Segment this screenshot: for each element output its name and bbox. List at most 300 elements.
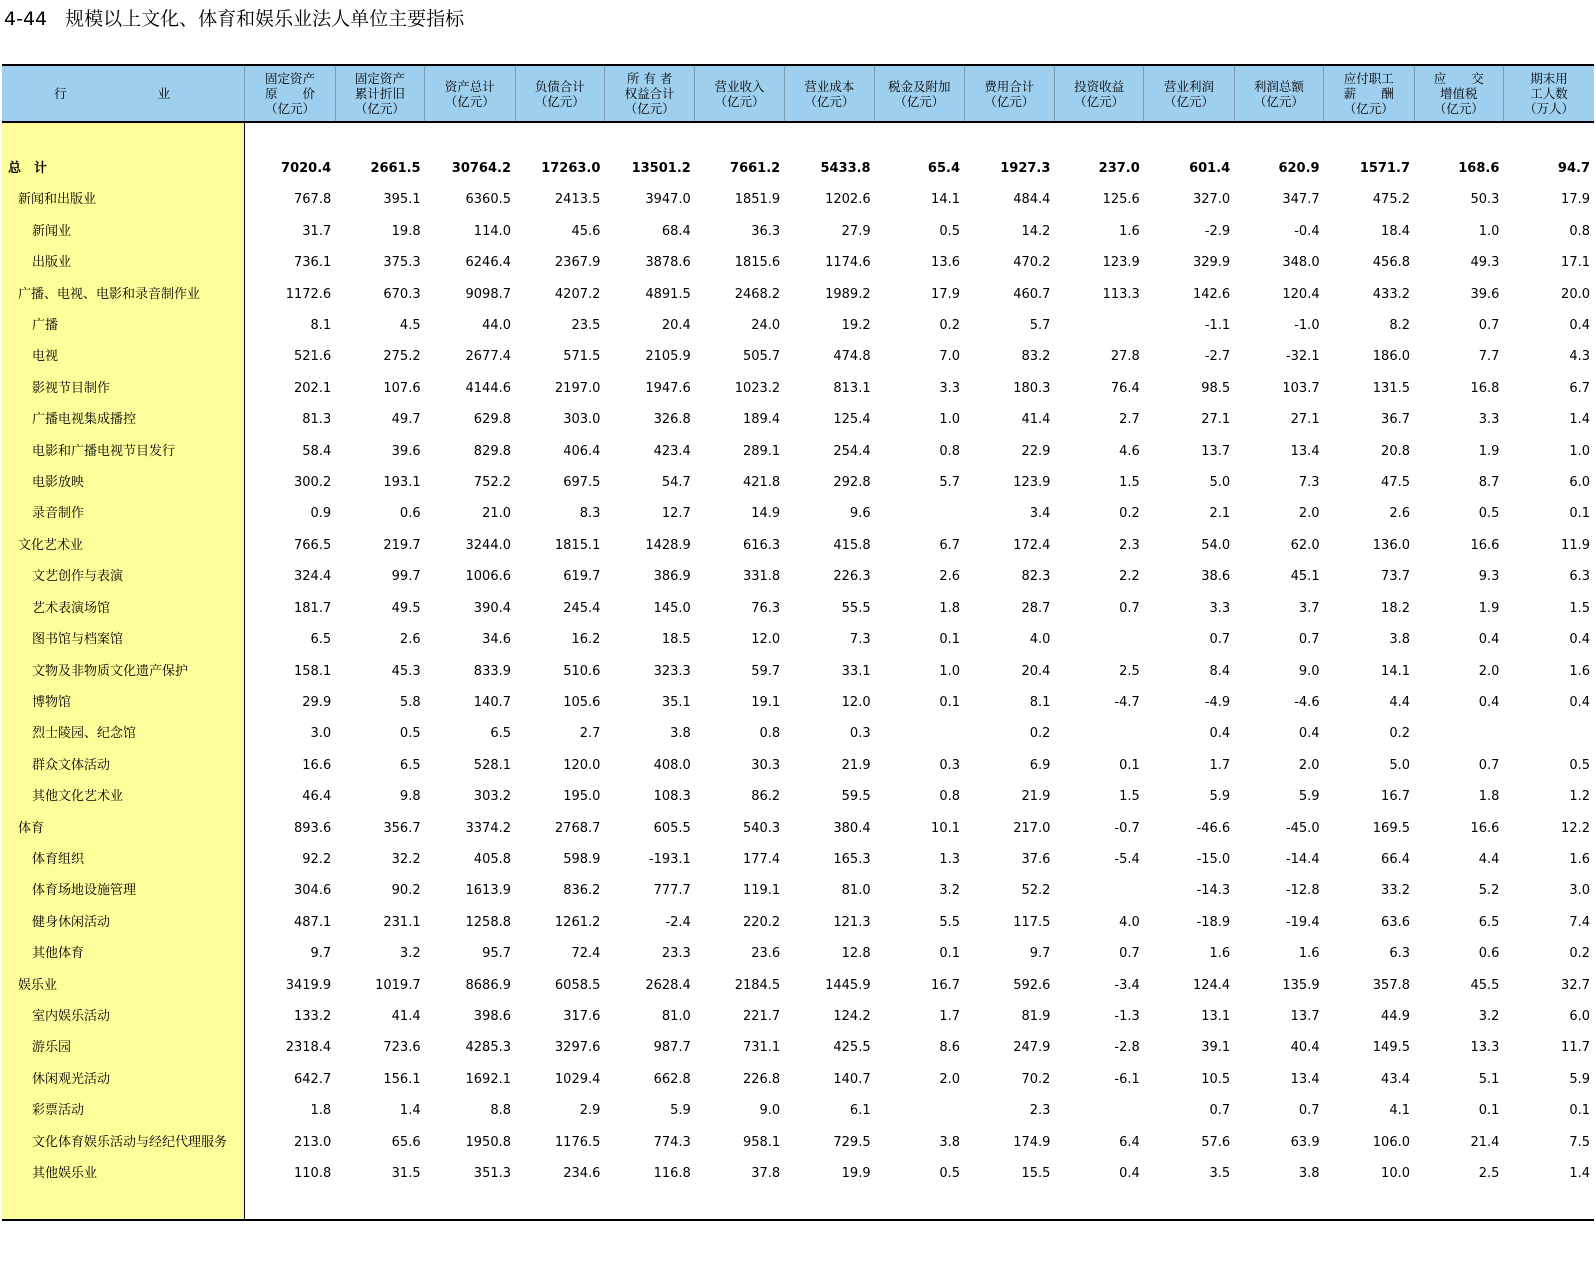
table-cell: 487.1 <box>294 914 332 930</box>
table-row <box>2 1158 1594 1189</box>
table-cell: 16.7 <box>1381 789 1410 805</box>
row-label: 休闲观光活动 <box>2 1064 245 1095</box>
table-cell: 1.4 <box>1569 1166 1590 1181</box>
table-cell: 0.4 <box>1478 694 1500 710</box>
table-cell: 3947.0 <box>645 192 691 208</box>
table-cell: 731.1 <box>742 1040 781 1056</box>
table-cell: 7.4 <box>1569 914 1590 930</box>
table-cell: 65.4 <box>927 161 960 176</box>
table-cell: 1950.8 <box>465 1134 512 1150</box>
table-cell: 1176.5 <box>554 1134 601 1150</box>
table-cell: 0.1 <box>1569 1103 1590 1119</box>
table-cell: 1172.6 <box>285 286 332 302</box>
table-cell: 45.3 <box>391 663 421 679</box>
table-cell: 408.0 <box>653 757 691 773</box>
table-cell: 2184.5 <box>734 977 781 993</box>
table-cell: -2.4 <box>665 914 691 930</box>
table-cell: 11.7 <box>1561 1040 1590 1056</box>
table-cell: 2661.5 <box>370 161 421 176</box>
table-cell: 0.4 <box>1478 632 1500 648</box>
table-row <box>2 216 1594 247</box>
table-cell: 3297.6 <box>554 1040 601 1056</box>
row-label: 其他体育 <box>2 938 245 969</box>
table-cell: 605.5 <box>653 820 691 836</box>
table-cell: 33.1 <box>841 663 871 679</box>
table-cell: 1571.7 <box>1359 161 1410 176</box>
table-cell: 7.7 <box>1478 349 1500 365</box>
table-cell <box>875 1095 964 1126</box>
table-cell: 12.0 <box>751 632 781 648</box>
table-row <box>2 184 1594 215</box>
table-cell: 32.7 <box>1561 977 1590 993</box>
table-cell: 767.8 <box>294 192 332 208</box>
table-cell: 6.5 <box>490 726 512 742</box>
table-cell: 6.5 <box>310 632 332 648</box>
table-cell: 0.1 <box>939 632 960 648</box>
table-cell: 27.1 <box>1201 412 1231 428</box>
row-label: 总 计 <box>2 153 245 184</box>
table-cell <box>1414 718 1503 749</box>
table-cell: 2.0 <box>1298 757 1320 773</box>
table-cell: 124.4 <box>1192 977 1231 993</box>
table-cell: 34.6 <box>482 632 512 648</box>
table-cell: 2677.4 <box>465 349 512 365</box>
table-cell: 1.6 <box>1569 851 1590 867</box>
table-cell: 39.6 <box>1470 286 1500 302</box>
table-cell: -0.4 <box>1294 223 1320 239</box>
table-cell: 1.5 <box>1119 475 1140 491</box>
table-cell: 8.1 <box>1029 694 1051 710</box>
total-row <box>2 153 1594 184</box>
table-cell: 0.7 <box>1478 318 1500 334</box>
table-cell: 125.4 <box>833 412 871 428</box>
table-cell: 3.3 <box>939 380 960 396</box>
table-cell: 10.5 <box>1201 1071 1231 1087</box>
table-cell: 165.3 <box>833 851 871 867</box>
table-cell: 5.0 <box>1209 475 1231 491</box>
table-cell: 123.9 <box>1102 255 1140 271</box>
table-cell: 505.7 <box>742 349 781 365</box>
table-cell: 987.7 <box>653 1040 691 1056</box>
table-cell: 4.5 <box>399 318 421 334</box>
table-row <box>2 1127 1594 1158</box>
table-cell: 620.9 <box>1278 161 1320 176</box>
table-cell: 113.3 <box>1102 286 1140 302</box>
table-cell: 1019.7 <box>375 977 421 993</box>
table-cell: -14.3 <box>1196 883 1231 899</box>
row-label: 录音制作 <box>2 498 245 529</box>
table-cell: 3244.0 <box>465 537 512 553</box>
table-row <box>2 436 1594 467</box>
table-cell: -3.4 <box>1114 977 1140 993</box>
table-cell: 0.6 <box>1478 946 1500 962</box>
table-cell: 2.6 <box>939 569 960 585</box>
table-cell: 121.3 <box>833 914 871 930</box>
table-cell: 254.4 <box>833 443 871 459</box>
table-cell: -18.9 <box>1196 914 1231 930</box>
table-cell: 1261.2 <box>554 914 601 930</box>
table-row <box>2 467 1594 498</box>
table-cell: 3.3 <box>1209 600 1231 616</box>
table-cell: 22.9 <box>1021 443 1051 459</box>
table-cell: 616.3 <box>742 537 781 553</box>
table-cell: 202.1 <box>294 380 332 396</box>
table-cell: 140.7 <box>833 1071 871 1087</box>
table-cell: 2.1 <box>1209 506 1231 522</box>
row-label: 新闻业 <box>2 216 245 247</box>
table-cell: 0.6 <box>399 506 421 522</box>
table-cell: 2197.0 <box>554 380 601 396</box>
table-number: 4-44 <box>4 8 48 30</box>
table-cell: 6.7 <box>939 537 960 553</box>
table-cell: 169.5 <box>1372 820 1410 836</box>
table-cell: 59.7 <box>751 663 781 679</box>
table-cell: 19.9 <box>841 1166 871 1181</box>
table-cell: 20.0 <box>1561 286 1590 302</box>
table-cell: 460.7 <box>1013 286 1051 302</box>
table-cell: 433.2 <box>1372 286 1410 302</box>
table-cell: 2413.5 <box>554 192 601 208</box>
table-cell: 3878.6 <box>645 255 691 271</box>
table-row <box>2 341 1594 372</box>
column-header-8: 税金及附加 （亿元） <box>875 65 964 122</box>
table-row <box>2 718 1594 749</box>
table-cell: 20.8 <box>1381 443 1410 459</box>
table-cell: 289.1 <box>742 443 781 459</box>
table-cell: 16.2 <box>571 632 601 648</box>
table-cell: 92.2 <box>302 851 332 867</box>
table-cell: 8.8 <box>490 1103 512 1119</box>
table-cell: -2.8 <box>1114 1040 1140 1056</box>
table-cell: 47.5 <box>1381 475 1410 491</box>
table-cell: 3.3 <box>1478 412 1500 428</box>
table-row <box>2 373 1594 404</box>
table-cell: 41.4 <box>391 1008 421 1024</box>
table-cell: -12.8 <box>1285 883 1320 899</box>
table-cell: 0.7 <box>1298 632 1320 648</box>
table-cell: 174.9 <box>1013 1134 1051 1150</box>
table-cell: 474.8 <box>833 349 871 365</box>
table-cell: 6.0 <box>1569 475 1590 491</box>
table-row <box>2 498 1594 529</box>
table-cell: 2318.4 <box>285 1040 332 1056</box>
table-cell: 327.0 <box>1192 192 1231 208</box>
table-cell: 1.7 <box>939 1008 960 1024</box>
table-cell: -4.6 <box>1294 694 1320 710</box>
table-cell: 117.5 <box>1013 914 1051 930</box>
table-cell: 18.4 <box>1381 223 1410 239</box>
table-cell: 0.9 <box>310 506 332 522</box>
table-cell <box>1054 624 1143 655</box>
table-cell: 123.9 <box>1013 475 1051 491</box>
table-cell: 2.6 <box>1389 506 1410 522</box>
table-cell: 16.7 <box>931 977 960 993</box>
table-cell: 1.3 <box>939 851 960 867</box>
table-cell: 9.0 <box>759 1103 781 1119</box>
table-cell: -0.7 <box>1114 820 1140 836</box>
table-cell: 380.4 <box>833 820 871 836</box>
table-cell: 9098.7 <box>465 286 512 302</box>
table-row <box>2 813 1594 844</box>
table-cell: 4.6 <box>1119 443 1140 459</box>
table-cell: 181.7 <box>294 600 332 616</box>
table-cell: -5.4 <box>1114 851 1140 867</box>
table-cell: 0.5 <box>939 1166 960 1181</box>
table-cell: 6.4 <box>1119 1134 1140 1150</box>
table-cell: 833.9 <box>473 663 512 679</box>
table-cell: 0.4 <box>1569 318 1590 334</box>
table-cell: 226.8 <box>742 1071 781 1087</box>
table-cell: 54.7 <box>661 475 691 491</box>
table-cell: -1.1 <box>1204 318 1231 334</box>
table-row <box>2 1095 1594 1126</box>
table-cell: 0.4 <box>1569 694 1590 710</box>
table-cell: 0.2 <box>1389 726 1410 742</box>
table-cell: 6058.5 <box>554 977 601 993</box>
table-cell: 423.4 <box>653 443 691 459</box>
table-cell: 18.2 <box>1381 600 1410 616</box>
table-cell: 1.9 <box>1478 443 1500 459</box>
table-cell: 893.6 <box>294 820 332 836</box>
row-label: 文化体育娱乐活动与经纪代理服务 <box>2 1127 245 1158</box>
row-label: 体育组织 <box>2 844 245 875</box>
table-cell: 4.0 <box>1029 632 1051 648</box>
table-cell: 1.6 <box>1298 946 1320 962</box>
table-cell: 49.3 <box>1470 255 1500 271</box>
table-cell: 9.0 <box>1298 663 1320 679</box>
table-cell: 774.3 <box>653 1134 691 1150</box>
table-cell: 1.5 <box>1569 600 1590 616</box>
table-cell: 1428.9 <box>645 537 691 553</box>
table-cell: 19.2 <box>841 318 871 334</box>
table-cell: 1258.8 <box>465 914 512 930</box>
table-row <box>2 404 1594 435</box>
table-cell: 0.1 <box>1119 757 1140 773</box>
table-cell: 0.7 <box>1209 632 1231 648</box>
table-cell: -2.7 <box>1204 349 1231 365</box>
table-cell: 2.6 <box>399 632 421 648</box>
table-cell: 177.4 <box>742 851 781 867</box>
table-cell: 348.0 <box>1282 255 1320 271</box>
table-cell: 12.0 <box>841 694 871 710</box>
table-cell: 1445.9 <box>825 977 871 993</box>
table-cell: 10.0 <box>1381 1166 1410 1181</box>
table-cell: 958.1 <box>742 1134 781 1150</box>
row-label: 体育场地设施管理 <box>2 875 245 906</box>
table-cell: 76.3 <box>751 600 781 616</box>
table-cell: 38.6 <box>1201 569 1231 585</box>
table-cell: 19.8 <box>391 223 421 239</box>
table-cell: 50.3 <box>1470 192 1500 208</box>
table-cell: 44.9 <box>1381 1008 1410 1024</box>
table-cell: 5.1 <box>1478 1071 1500 1087</box>
row-label: 广播电视集成播控 <box>2 404 245 435</box>
table-cell: 1.5 <box>1119 789 1140 805</box>
table-cell: 9.7 <box>310 946 332 962</box>
table-cell: 36.3 <box>751 223 781 239</box>
table-cell: -14.4 <box>1285 851 1320 867</box>
table-cell: 592.6 <box>1013 977 1051 993</box>
table-cell: 19.1 <box>751 694 781 710</box>
table-cell: 4.4 <box>1478 851 1500 867</box>
table-row <box>2 1064 1594 1095</box>
table-cell: 30.3 <box>751 757 781 773</box>
table-title <box>4 4 464 34</box>
table-cell: 1.0 <box>939 412 960 428</box>
table-cell: 133.2 <box>294 1008 332 1024</box>
table-cell: 168.6 <box>1458 161 1500 176</box>
table-cell: 13.6 <box>931 255 960 271</box>
table-cell: 2.7 <box>579 726 601 742</box>
table-cell: -15.0 <box>1196 851 1231 867</box>
table-cell: 17.9 <box>1561 192 1590 208</box>
table-cell: 2.2 <box>1119 569 1140 585</box>
table-cell: 7020.4 <box>281 161 332 176</box>
table-cell: 2.5 <box>1478 1166 1500 1181</box>
table-cell: 3.2 <box>939 883 960 899</box>
table-cell: 3.8 <box>1298 1166 1320 1181</box>
table-cell: 1.6 <box>1209 946 1231 962</box>
table-cell: 7.0 <box>939 349 960 365</box>
table-cell: 28.7 <box>1021 600 1051 616</box>
table-cell: 317.6 <box>563 1008 601 1024</box>
table-cell: 107.6 <box>383 380 421 396</box>
table-cell: 13.7 <box>1201 443 1231 459</box>
header-row <box>2 65 1594 122</box>
table-cell: 642.7 <box>294 1071 332 1087</box>
table-cell: 292.8 <box>833 475 871 491</box>
table-cell: 14.1 <box>1381 663 1410 679</box>
table-cell: 81.9 <box>1021 1008 1051 1024</box>
row-label: 电视 <box>2 341 245 372</box>
table-cell: 0.1 <box>939 946 960 962</box>
table-cell: -32.1 <box>1285 349 1320 365</box>
table-cell: 4891.5 <box>645 286 691 302</box>
row-label: 广播、电视、电影和录音制作业 <box>2 279 245 310</box>
table-cell: 41.4 <box>1021 412 1051 428</box>
table-cell: 247.9 <box>1013 1040 1051 1056</box>
table-cell: 124.2 <box>833 1008 871 1024</box>
table-row <box>2 1001 1594 1032</box>
table-cell: 3.0 <box>1569 883 1590 899</box>
table-body <box>2 122 1594 1220</box>
table-cell: 0.1 <box>1478 1103 1500 1119</box>
table-row <box>2 656 1594 687</box>
table-cell: 0.4 <box>1298 726 1320 742</box>
table-cell: 39.6 <box>391 443 421 459</box>
table-cell: 180.3 <box>1013 380 1051 396</box>
table-cell: 1947.6 <box>645 380 691 396</box>
table-cell: 66.4 <box>1381 851 1410 867</box>
table-cell: 0.8 <box>759 726 781 742</box>
column-header-15: 期末用 工人数 （万人） <box>1503 65 1594 122</box>
table-cell: 326.8 <box>653 412 691 428</box>
table-cell <box>1054 718 1143 749</box>
table-cell: 45.1 <box>1290 569 1320 585</box>
table-cell <box>1503 718 1594 749</box>
table-cell: 27.9 <box>841 223 871 239</box>
table-cell: 82.3 <box>1021 569 1051 585</box>
table-cell: 17.9 <box>931 286 960 302</box>
table-cell: 65.6 <box>391 1134 421 1150</box>
table-cell: 2.7 <box>1119 412 1140 428</box>
table-cell: 46.4 <box>302 789 332 805</box>
table-cell: 3.8 <box>670 726 691 742</box>
table-cell: 0.8 <box>939 443 960 459</box>
table-cell: 3.2 <box>1478 1008 1500 1024</box>
table-cell: 4.3 <box>1569 349 1590 365</box>
table-cell: 0.1 <box>1569 506 1590 522</box>
table-cell: 23.3 <box>661 946 691 962</box>
column-header-4: 负债合计 （亿元） <box>515 65 604 122</box>
table-cell: -4.7 <box>1114 694 1140 710</box>
table-cell: 120.4 <box>1282 286 1320 302</box>
table-cell: 189.4 <box>742 412 781 428</box>
table-cell: 14.9 <box>751 506 781 522</box>
row-label: 艺术表演场馆 <box>2 593 245 624</box>
row-label: 健身休闲活动 <box>2 907 245 938</box>
table-cell: 0.7 <box>1298 1103 1320 1119</box>
table-cell: 601.4 <box>1189 161 1231 176</box>
table-cell: 13.4 <box>1290 1071 1320 1087</box>
table-row <box>2 750 1594 781</box>
table-cell: 0.8 <box>939 789 960 805</box>
table-cell: -4.9 <box>1204 694 1231 710</box>
table-row <box>2 279 1594 310</box>
table-cell: 86.2 <box>751 789 781 805</box>
table-cell: 323.3 <box>653 663 691 679</box>
column-header-3: 资产总计 （亿元） <box>425 65 515 122</box>
table-cell: -193.1 <box>648 851 691 867</box>
table-cell: 110.8 <box>294 1166 332 1181</box>
table-cell: 4285.3 <box>465 1040 512 1056</box>
table-row <box>2 530 1594 561</box>
table-cell: 6.0 <box>1569 1008 1590 1024</box>
table-cell: 8.7 <box>1478 475 1500 491</box>
table-cell: 1613.9 <box>465 883 512 899</box>
table-row <box>2 970 1594 1001</box>
table-cell: 5.9 <box>1209 789 1231 805</box>
table-cell: 27.1 <box>1290 412 1320 428</box>
table-cell: 8.3 <box>579 506 601 522</box>
table-cell: 81.0 <box>661 1008 691 1024</box>
table-cell: 4144.6 <box>465 380 512 396</box>
table-cell: 528.1 <box>473 757 512 773</box>
table-cell: 81.3 <box>302 412 332 428</box>
table-cell: 357.8 <box>1372 977 1410 993</box>
column-header-12: 利润总额 （亿元） <box>1234 65 1323 122</box>
row-label: 文艺创作与表演 <box>2 561 245 592</box>
table-cell: 1.4 <box>399 1103 421 1119</box>
table-cell: 62.0 <box>1290 537 1320 553</box>
table-cell: 670.3 <box>383 286 421 302</box>
row-label: 其他娱乐业 <box>2 1158 245 1189</box>
table-cell: 0.8 <box>1569 223 1590 239</box>
table-cell: 156.1 <box>383 1071 421 1087</box>
table-cell: 0.5 <box>1569 757 1590 773</box>
table-cell: 484.4 <box>1013 192 1051 208</box>
table-cell: 59.5 <box>841 789 871 805</box>
table-cell: 131.5 <box>1372 380 1410 396</box>
table-cell: 193.1 <box>383 475 421 491</box>
table-cell: -45.0 <box>1285 820 1320 836</box>
table-cell: 27.8 <box>1110 349 1140 365</box>
table-cell: 3.2 <box>399 946 421 962</box>
table-cell: 8.6 <box>939 1040 960 1056</box>
table-cell: 9.8 <box>399 789 421 805</box>
row-label: 博物馆 <box>2 687 245 718</box>
column-header-14: 应 交 增值税 （亿元） <box>1414 65 1503 122</box>
